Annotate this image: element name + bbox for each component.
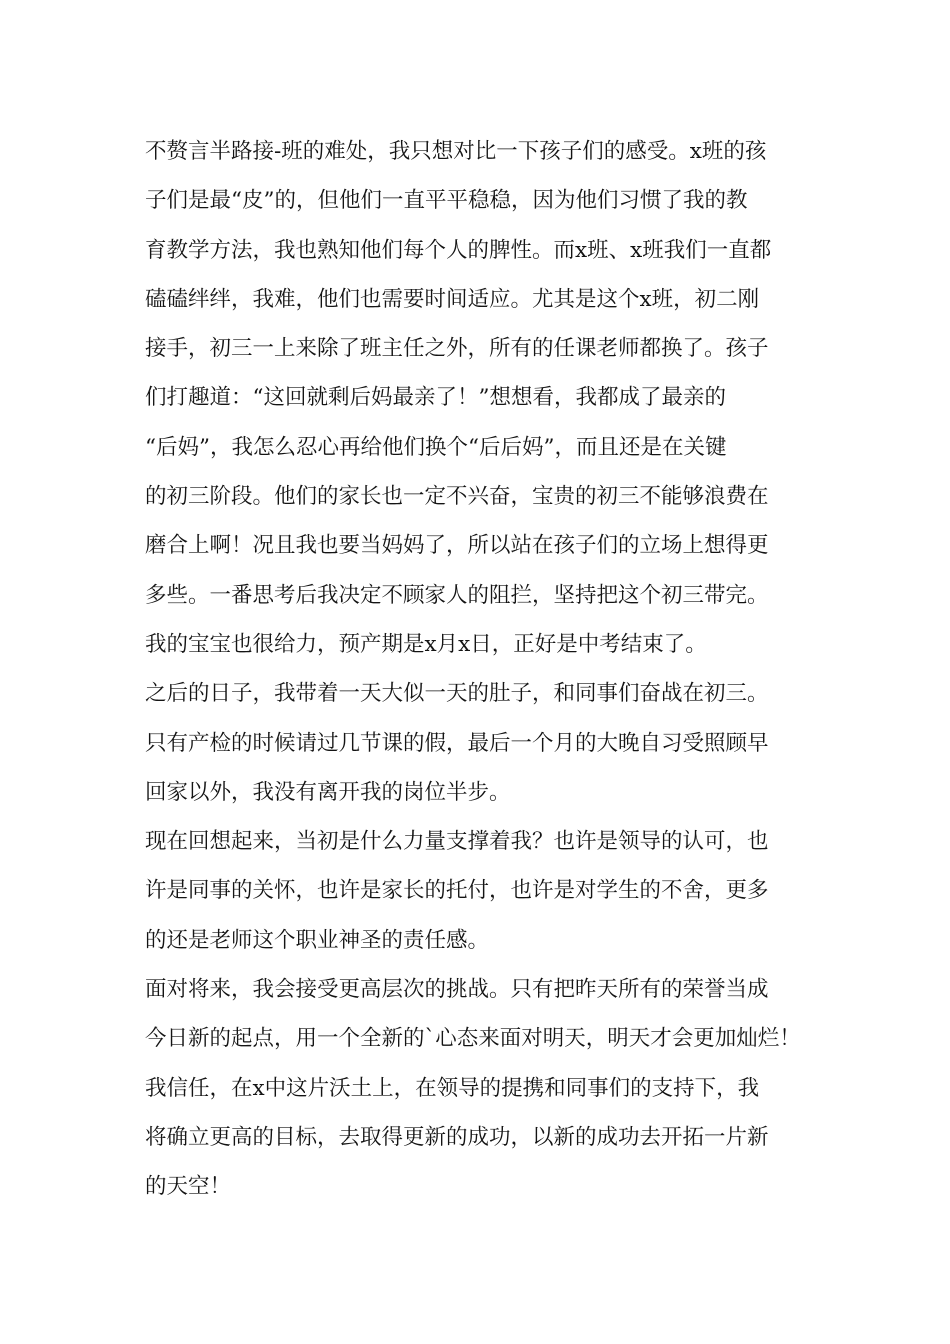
text-line: 我信任，在x中这片沃土上，在领导的提携和同事们的支持下，我 <box>145 1075 760 1101</box>
text-line: 的天空！ <box>145 1174 232 1200</box>
text-line: 们打趣道：“这回就剩后妈最亲了！”想想看，我都成了最亲的 <box>145 385 726 411</box>
text-line: 我的宝宝也很给力，预产期是x月x日，正好是中考结束了。 <box>145 631 707 657</box>
text-line: 将确立更高的目标，去取得更新的成功，以新的成功去开拓一片新 <box>145 1124 769 1150</box>
text-line: 多些。一番思考后我决定不顾家人的阻拦，坚持把这个初三带完。 <box>145 582 769 608</box>
text-line: 的还是老师这个职业神圣的责任感。 <box>145 927 490 953</box>
text-line: 回家以外，我没有离开我的岗位半步。 <box>145 779 511 805</box>
text-line: “后妈”，我怎么忍心再给他们换个“后后妈”，而且还是在关键 <box>145 434 727 460</box>
text-line: 现在回想起来，当初是什么力量支撑着我？也许是领导的认可，也 <box>145 829 769 855</box>
text-line: 育教学方法，我也熟知他们每个人的脾性。而x班、x班我们一直都 <box>145 237 772 263</box>
text-line: 许是同事的关怀，也许是家长的托付，也许是对学生的不舍，更多 <box>145 878 769 904</box>
text-line: 磨合上啊！况且我也要当妈妈了，所以站在孩子们的立场上想得更 <box>145 533 769 559</box>
text-line: 之后的日子，我带着一天大似一天的肚子，和同事们奋战在初三。 <box>145 681 769 707</box>
text-line: 磕磕绊绊，我难，他们也需要时间适应。尤其是这个x班，初二刚 <box>145 286 760 312</box>
text-line: 不赘言半路接-班的难处，我只想对比一下孩子们的感受。x班的孩 <box>145 139 767 164</box>
text-line: 只有产检的时候请过几节课的假，最后一个月的大晚自习受照顾早 <box>145 730 769 756</box>
document-body <box>145 127 835 1212</box>
text-line: 面对将来，我会接受更高层次的挑战。只有把昨天所有的荣誉当成 <box>145 977 769 1003</box>
text-line: 的初三阶段。他们的家长也一定不兴奋，宝贵的初三不能够浪费在 <box>145 484 769 510</box>
text-line: 接手，初三一上来除了班主任之外，所有的任课老师都换了。孩子 <box>145 336 769 362</box>
text-line: 今日新的起点，用一个全新的`心态来面对明天，明天才会更加灿烂！ <box>145 1026 801 1052</box>
text-line: 子们是最“皮”的，但他们一直平平稳稳，因为他们习惯了我的教 <box>145 188 748 214</box>
